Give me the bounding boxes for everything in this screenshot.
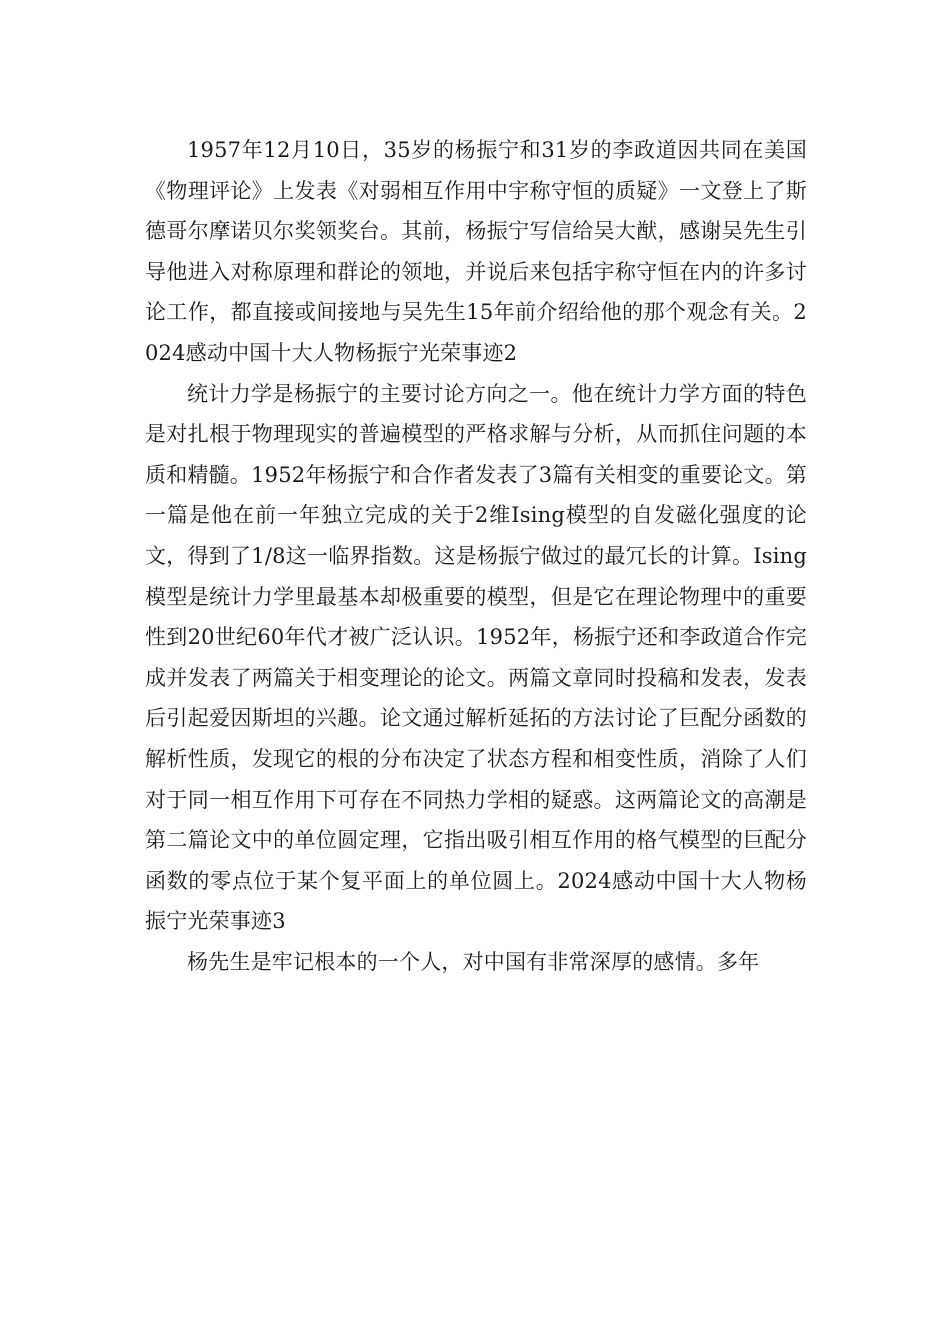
paragraph-2: 统计力学是杨振宁的主要讨论方向之一。他在统计力学方面的特色是对扎根于物理现实的普遍模型的严格求解与分析，从而抓住问题的本质和精髓。1952年杨振宁和合作者发表了3篇有关相变的重要论文。第一篇是他在前一年独立完成的关于2维Ising模型的自发磁化强度的论文，得到了1/8这一临界指数。这是杨振宁做过的最冗长的计算。Ising模型是统计力学里最基本却极重要的模型，但是它在理论物理中的重要性到20世纪60年代才被广泛认识。1952年，杨振宁还和李政道合作完成并发表了两篇关于相变理论的论文。两篇文章同时投稿和发表，发表后引起爱因斯坦的兴趣。论文通过解析延拓的方法讨论了巨配分函数的解析性质，发现它的根的分布决定了状态方程和相变性质，消除了人们对于同一相互作用下可存在不同热力学相的疑惑。这两篇论文的高潮是第二篇论文中的单位圆定理，它指出吸引相互作用的格气模型的巨配分函数的零点位于某个复平面上的单位圆上。2024感动中国十大人物杨振宁光荣事迹3 [145,381,807,934]
document-body [145,130,807,982]
paragraph-3: 杨先生是牢记根本的一个人，对中国有非常深厚的感情。多年 [187,949,760,974]
paragraph-1: 1957年12月10日，35岁的杨振宁和31岁的李政道因共同在美国《物理评论》上发表《对弱相互作用中宇称守恒的质疑》一文登上了斯德哥尔摩诺贝尔奖领奖台。其前，杨振宁写信给吴大猷，感谢吴先生引导他进入对称原理和群论的领地，并说后来包括宇称守恒在内的许多讨论工作，都直接或间接地与吴先生15年前介绍给他的那个观念有关。2024感动中国十大人物杨振宁光荣事迹2 [145,138,807,365]
